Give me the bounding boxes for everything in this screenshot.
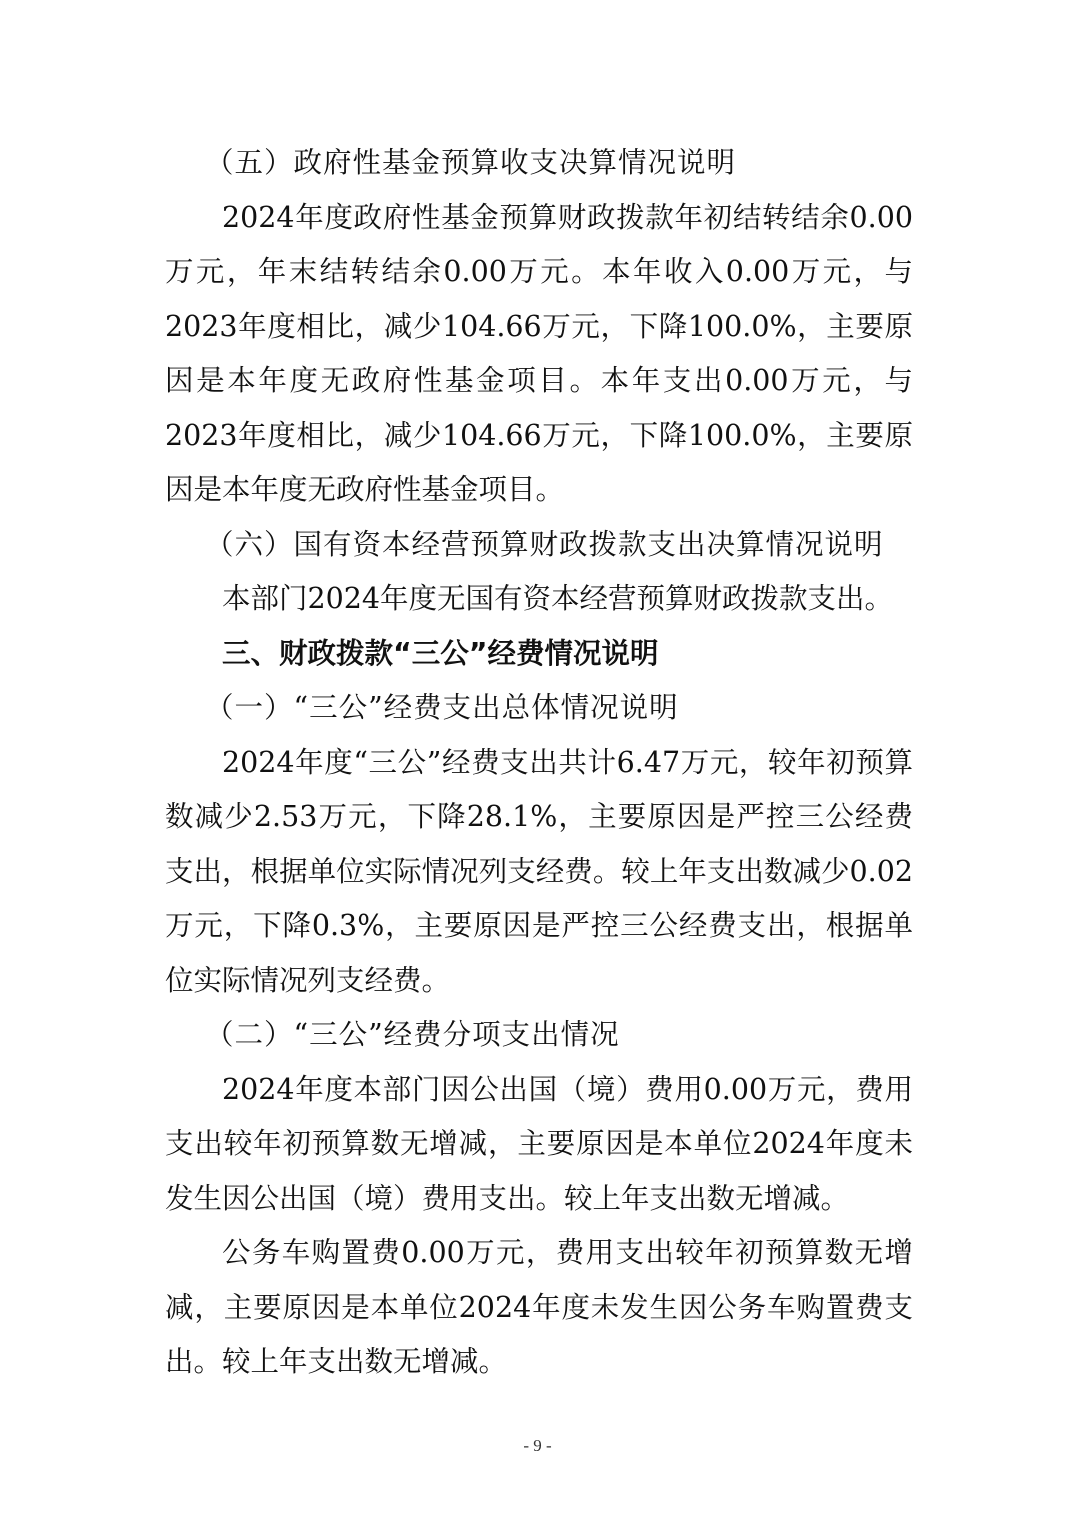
paragraph-overseas-travel: 2024年度本部门因公出国（境）费用0.00万元，费用支出较年初预算数无增减，主要原因是本单位2024年度未发生因公出国（境）费用支出。较上年支出数无增减。 — [165, 1072, 913, 1215]
paragraph-state-capital: 本部门2024年度无国有资本经营预算财政拨款支出。 — [222, 582, 894, 615]
paragraph-overall: 2024年度“三公”经费支出共计6.47万元，较年初预算数减少2.53万元，下降28.1%，主要原因是严控三公经费支出，根据单位实际情况列支经费。较上年支出数减少0.02万元，下降0.3%，主要原因是严控三公经费支出，根据单位实际情况列支经费。 — [165, 745, 913, 997]
section-heading-three-public: 三、财政拨款“三公”经费情况说明 — [222, 636, 659, 670]
subheading-state-capital: （六）国有资本经营预算财政拨款支出决算情况说明 — [205, 527, 884, 561]
paragraph-government-fund: 2024年度政府性基金预算财政拨款年初结转结余0.00万元，年末结转结余0.00万元。本年收入0.00万元，与2023年度相比，减少104.66万元，下降100.0%，主要原因是本年度无政府性基金项目。本年支出0.00万元，与2023年度相比，减少104.66万元，下降100.0%，主要原因是本年度无政府性基金项目。 — [165, 200, 913, 506]
subheading-government-fund: （五）政府性基金预算收支决算情况说明 — [205, 146, 737, 179]
paragraph-vehicle-purchase: 公务车购置费0.00万元，费用支出较年初预算数无增减，主要原因是本单位2024年度未发生因公务车购置费支出。较上年支出数无增减。 — [165, 1236, 913, 1378]
page-number: - 9 - — [523, 1436, 552, 1455]
subheading-overall: （一）“三公”经费支出总体情况说明 — [205, 691, 679, 724]
page-body — [165, 136, 913, 1390]
subheading-itemized: （二）“三公”经费分项支出情况 — [205, 1018, 620, 1051]
